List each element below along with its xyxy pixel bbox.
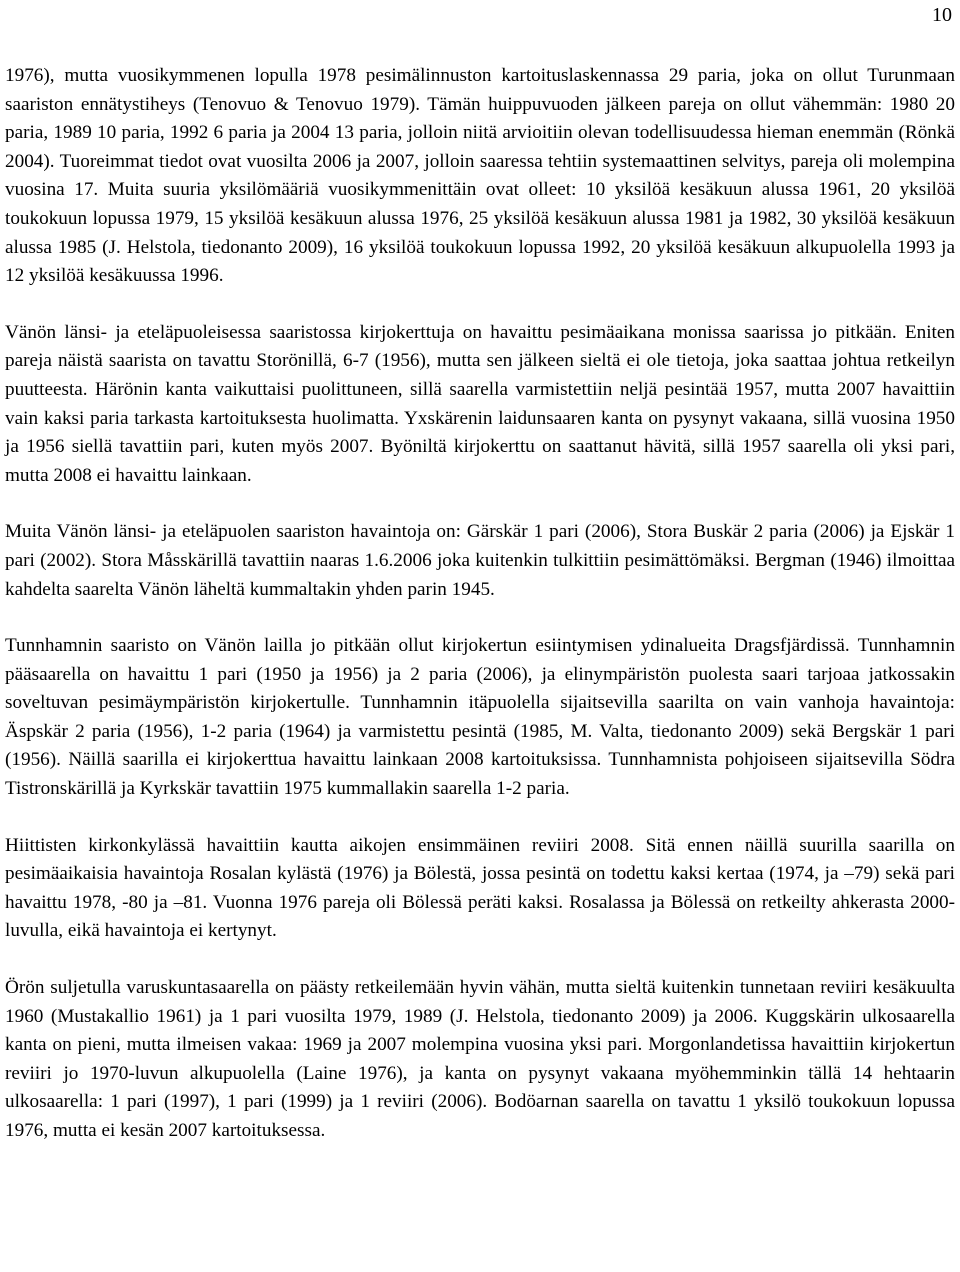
paragraph-5: Hiittisten kirkonkylässä havaittiin kautta aikojen ensimmäinen reviiri 2008. Sitä ennen näillä suurilla saarilla on pesimäaikaisia havaintoja Rosalan kylästä (1976) ja Bölestä, jossa pesintä on todettu kaksi kertaa (1974, ja –79) sekä pari havaittu 1978, -80 ja –81. Vuonna 1976 pareja oli Bölessä peräti kaksi. Rosalassa ja Bölessä on retkeilty ahkerasta 2000-luvulla, eikä havaintoja ei kertynyt.	[5, 834, 955, 942]
paragraph-4: Tunnhamnin saaristo on Vänön lailla jo pitkään ollut kirjokertun esiintymisen ydinalueita Dragsfjärdissä. Tunnhamnin pääsaarella on havaittu 1 pari (1950 ja 1956) ja 2 paria (2006), ja elinympäristön puolesta saari tarjoaa jatkossakin soveltuvan pesimäympäristön kirjokertulle. Tunnhamnin itäpuolella sijaitsevilla saarilta on vain vanhoja havaintoja: Äspskär 2 paria (1956), 1-2 paria (1964) ja varmistettu pesintä (1985, M. Valta, tiedonanto 2009) sekä Bergskär 1 pari (1956). Näillä saarilla ei kirjokerttua havaittu lainkaan 2008 kartoituksissa. Tunnhamnista pohjoiseen sijaitsevilla Södra Tistronskärillä ja Kyrkskär tavattiin 1975 kummallakin saarella 1-2 paria.	[5, 635, 955, 800]
paragraph-1: 1976), mutta vuosikymmenen lopulla 1978 pesimälinnuston kartoituslaskennassa 29 paria, joka on ollut Turunmaan saariston ennätystiheys (Tenovuo & Tenovuo 1979). Tämän huippuvuoden jälkeen pareja on ollut vähemmän: 1980 20 paria, 1989 10 paria, 1992 6 paria ja 2004 13 paria, jolloin niitä arvioitiin olevan todellisuudessa hieman enemmän (Rönkä 2004). Tuoreimmat tiedot ovat vuosilta 2006 ja 2007, jolloin saaressa tehtiin systemaattinen selvitys, pareja oli molempina vuosina 17. Muita suuria yksilömääriä vuosikymmenittäin ovat olleet: 10 yksilöä kesäkuun alussa 1961, 20 yksilöä toukokuun lopussa 1979, 15 yksilöä kesäkuun alussa 1976, 25 yksilöä kesäkuun alussa 1981 ja 1982, 30 yksilöä kesäkuun alussa 1985 (J. Helstola, tiedonanto 2009), 16 yksilöä toukokuun lopussa 1992, 20 yksilöä kesäkuun alkupuolella 1993 ja 12 yksilöä kesäkuussa 1996.	[5, 65, 955, 287]
paragraph-6: Örön suljetulla varuskuntasaarella on päästy retkeilemään hyvin vähän, mutta sieltä kuitenkin tunnetaan reviiri kesäkuulta 1960 (Mustakallio 1961) ja 1 pari vuosilta 1979, 1989 (J. Helstola, tiedonanto 2009) ja 2006. Kuggskärin ulkosaarella kanta on pieni, mutta ilmeisen vakaa: 1969 ja 2007 molempina vuosina yksi pari. Morgonlandetissa havaittiin kirjokertun reviiri jo 1970-luvun alkupuolella (Laine 1976), ja kanta on pysynyt vakaana myöhemminkin tällä 14 hehtaarin ulkosaarella: 1 pari (1997), 1 pari (1999) ja 1 reviiri (2006). Bodöarnan saarella on tavattu 1 yksilö toukokuun lopussa 1976, mutta ei kesän 2007 kartoituksessa.	[5, 977, 955, 1141]
body-text	[5, 62, 955, 1146]
page-number: 10	[932, 4, 952, 26]
paragraph-2: Vänön länsi- ja eteläpuoleisessa saaristossa kirjokerttuja on havaittu pesimäaikana monissa saarissa jo pitkään. Eniten pareja näistä saarista on tavattu Storönillä, 6-7 (1956), mutta sen jälkeen sieltä ei ole tietoja, joka saattaa johtua retkeilyn puutteesta. Härönin kanta vaikuttaisi puolittuneen, sillä saarella varmistettiin neljä pesintää 1957, mutta 2007 havaittiin vain kaksi paria tarkasta kartoituksesta huolimatta. Yxskärenin laidunsaaren kanta on pysynyt vakaana, sillä vuosina 1950 ja 1956 siellä tavattiin pari, kuten myös 2007. Byöniltä kirjokerttu on saattanut hävitä, sillä 1957 saarella oli yksi pari, mutta 2008 ei havaittu lainkaan.	[5, 321, 955, 486]
paragraph-3: Muita Vänön länsi- ja eteläpuolen saariston havaintoja on: Gärskär 1 pari (2006), Stora Buskär 2 paria (2006) ja Ejskär 1 pari (2002). Stora Måsskärillä tavattiin naaras 1.6.2006 joka kuitenkin tulkittiin pesimättömäksi. Bergman (1946) ilmoittaa kahdelta saarelta Vänön läheltä kummaltakin yhden parin 1945.	[5, 521, 955, 600]
